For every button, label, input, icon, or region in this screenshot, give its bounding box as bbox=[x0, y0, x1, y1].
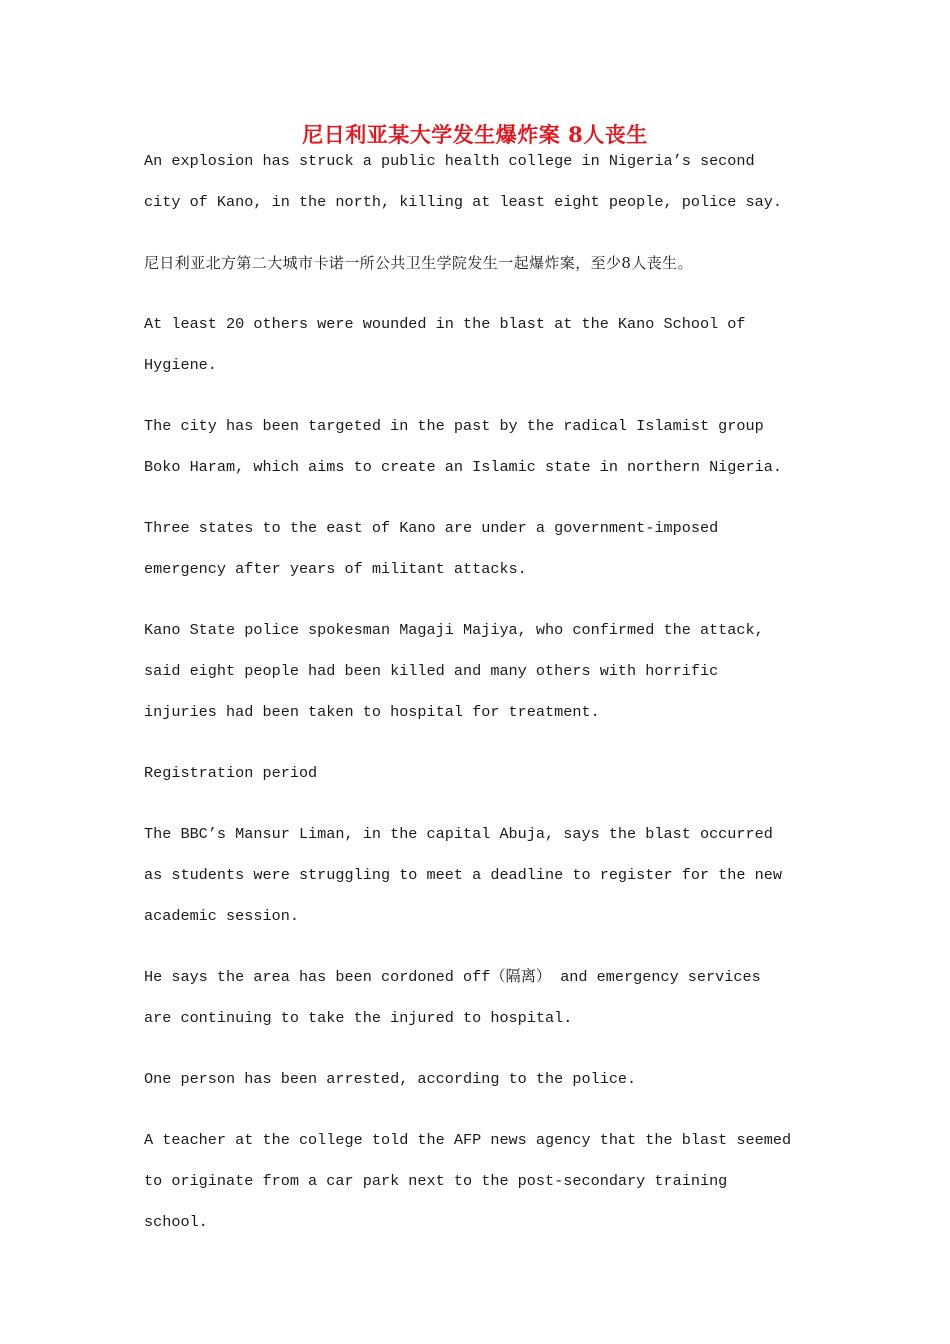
article-title: 尼日利亚某大学发生爆炸案 8人丧生 bbox=[302, 122, 648, 147]
paragraph-boko-haram: The city has been targeted in the past by the radical Islamist group Boko Haram, which aims to create an Islamic state in northern Nigeria. bbox=[144, 417, 782, 476]
article-body bbox=[144, 141, 794, 1263]
paragraph-cordoned-off: He says the area has been cordoned off（隔离） and emergency services are continuing to take the injured to hospital. bbox=[144, 968, 761, 1027]
paragraph-police-spokesman: Kano State police spokesman Magaji Majiya, who confirmed the attack, said eight people had been killed and many others with horrific injuries had been taken to hospital for treatment. bbox=[144, 621, 764, 721]
paragraph-wounded: At least 20 others were wounded in the blast at the Kano School of Hygiene. bbox=[144, 315, 746, 374]
paragraph-intro: An explosion has struck a public health college in Nigeria’s second city of Kano, in the north, killing at least eight people, police say. bbox=[144, 152, 782, 211]
paragraph-emergency-states: Three states to the east of Kano are under a government-imposed emergency after years of militant attacks. bbox=[144, 519, 719, 578]
paragraph-teacher-quote: A teacher at the college told the AFP news agency that the blast seemed to originate from a car park next to the post-secondary training school. bbox=[144, 1131, 792, 1231]
section-heading-registration: Registration period bbox=[144, 764, 318, 782]
paragraph-bbc-report: The BBC’s Mansur Liman, in the capital Abuja, says the blast occurred as students were struggling to meet a deadline to register for the new academic session. bbox=[144, 825, 782, 925]
paragraph-arrest: One person has been arrested, according to the police. bbox=[144, 1070, 637, 1088]
paragraph-chinese-summary: 尼日利亚北方第二大城市卡诺一所公共卫生学院发生一起爆炸案，至少8人丧生。 bbox=[144, 254, 693, 272]
